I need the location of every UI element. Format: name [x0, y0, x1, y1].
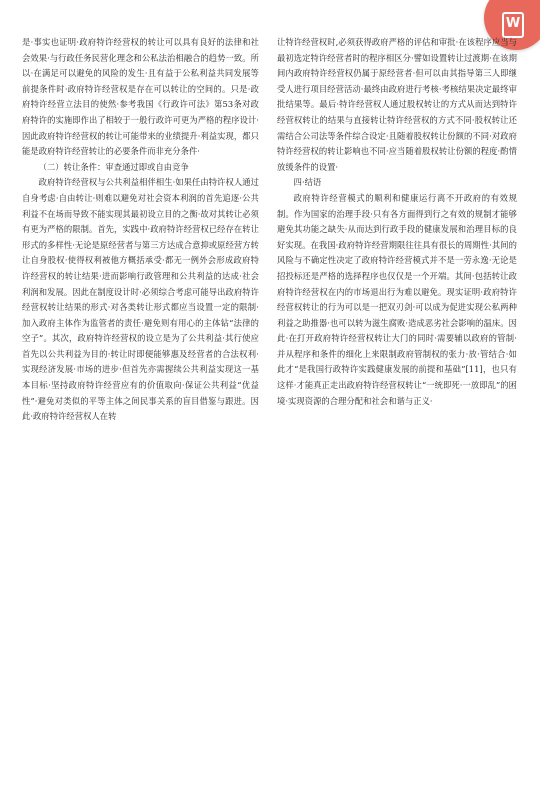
- badge-letter: W: [505, 16, 521, 31]
- left-column: [22, 35, 259, 425]
- right-paragraph-1: 让特许经营权时,必须获得政府严格的评估和审批·在该程序应当与最初选定特许经营者时的程序相区分·譬如设置转让过渡期·在该期间内政府特许经营权仍属于原经营者·但可以由其指导第三人即继受人进行项目经营活动·最终由政府进行考核·考核结果决定最终审批结果等。最后·特许经营权人通过股权转让的方式从而达到特许经营权转让的结果与直接转让特许经营权的方式不同·股权转让还需结合公司法等条件综合设定·且随着股权转让份额的不同·对政府特许经营权的转让影响也不同·应当随着股权转让份额的程度·酌情放缓条件的设置·: [277, 37, 517, 172]
- section-heading-conclusion: 四·结语: [293, 177, 322, 188]
- left-paragraph-2: 政府特许经营权与公共利益相伴相生·如果任由特许权人通过自身考虑·自由转让·则难以避免对社会资本利润的首先追逐·公共利益不在场而导致不能实现其最初设立目的之衡·故对其转让必须有更为严格的限制。首先，实践中·政府特许经营权已经存在转让形式的多样性·无论是原经营者与第三方达成合意抑或原经营方转让自身股权·使得权利被他方概括承受·都无一例外会形成政府特许经营权的转让结果·进而影响行政管理和公共利益的达成·社会利润和发展。因此在制度设计时·必须综合考虑可能导出政府特许经营权转让结果的形式·对各类转让形式都应当设置一定的限制·加入政府主体作为监管者的责任·避免则有用心的主体钻“法律的空子”。其次，政府特许经营权的设立是为了公共利益·其行使应首先以公共利益为目的·转让时即便能够惠及经营者的合法权利·实现经济发展·市场的进步·但首先亦需握续公共利益实现这一基本目标·坚持政府特许经营应有的价值取向·保证公共利益“优益性”·避免对类似的平等主体之间民事关系的盲目借鉴与跟进。因此·政府特许经营权人在转: [22, 177, 259, 422]
- left-paragraph-1: 是·事实也证明·政府特许经营权的转让可以具有良好的法律和社会效果·与行政任务民营化理念和公私法治相融合的趋势一致。所以·在满足可以避免的风险的发生·且有益于公私利益共同发展等前提条件时·政府特许经营权是存在可以转让的空间的。只是·政府特许经营立法目的使然·参考我国《行政许可法》第53条对政府特许的实施即作出了相较于一般行政许可更为严格的程序设计·因此政府特许经营权的转让可能带来的业绩提升·利益实现，都只能是政府特许经营转让的必要条件而非充分条件·: [22, 37, 259, 157]
- section-heading-transfer-conditions: （二）转让条件：审查通过即或自由竞争: [38, 161, 189, 172]
- right-column: [277, 35, 517, 409]
- right-paragraph-2: 政府特许经营模式的顺利和健康运行离不开政府的有效规制。作为国家的治理手段·只有各方面得到行之有效的规制才能够避免其功能之缺失·从而达到行政手段的健康发展和治理目标的良好实现。在我国·政府特许经营期限往往具有很长的周期性·其间的风险与不确定性决定了政府特许经营模式并不是一劳永逸·无论是招投标还是严格的选择程序也仅仅是一个开端。其间·包括转让政府特许经营权在内的市场退出行为难以避免。现实证明·政府特许经营权转让的行为可以是一把双刃剑·可以成为促进实现公私两种利益之助推器·也可以转为滋生腐败·造成恶劣社会影响的温床。因此·在打开政府特许经营权转让大门的同时·需要辅以政府的管制·并从程序和条件的细化上来限制政府管制权的张力·放·管结合·如此才“是我国行政特许实践健康发展的前提和基础”[11]，也只有这样·才能真正走出政府特许经营权转让“一统即死·一放即乱”的困境·实现资源的合理分配和社会和谐与正义·: [277, 192, 517, 406]
